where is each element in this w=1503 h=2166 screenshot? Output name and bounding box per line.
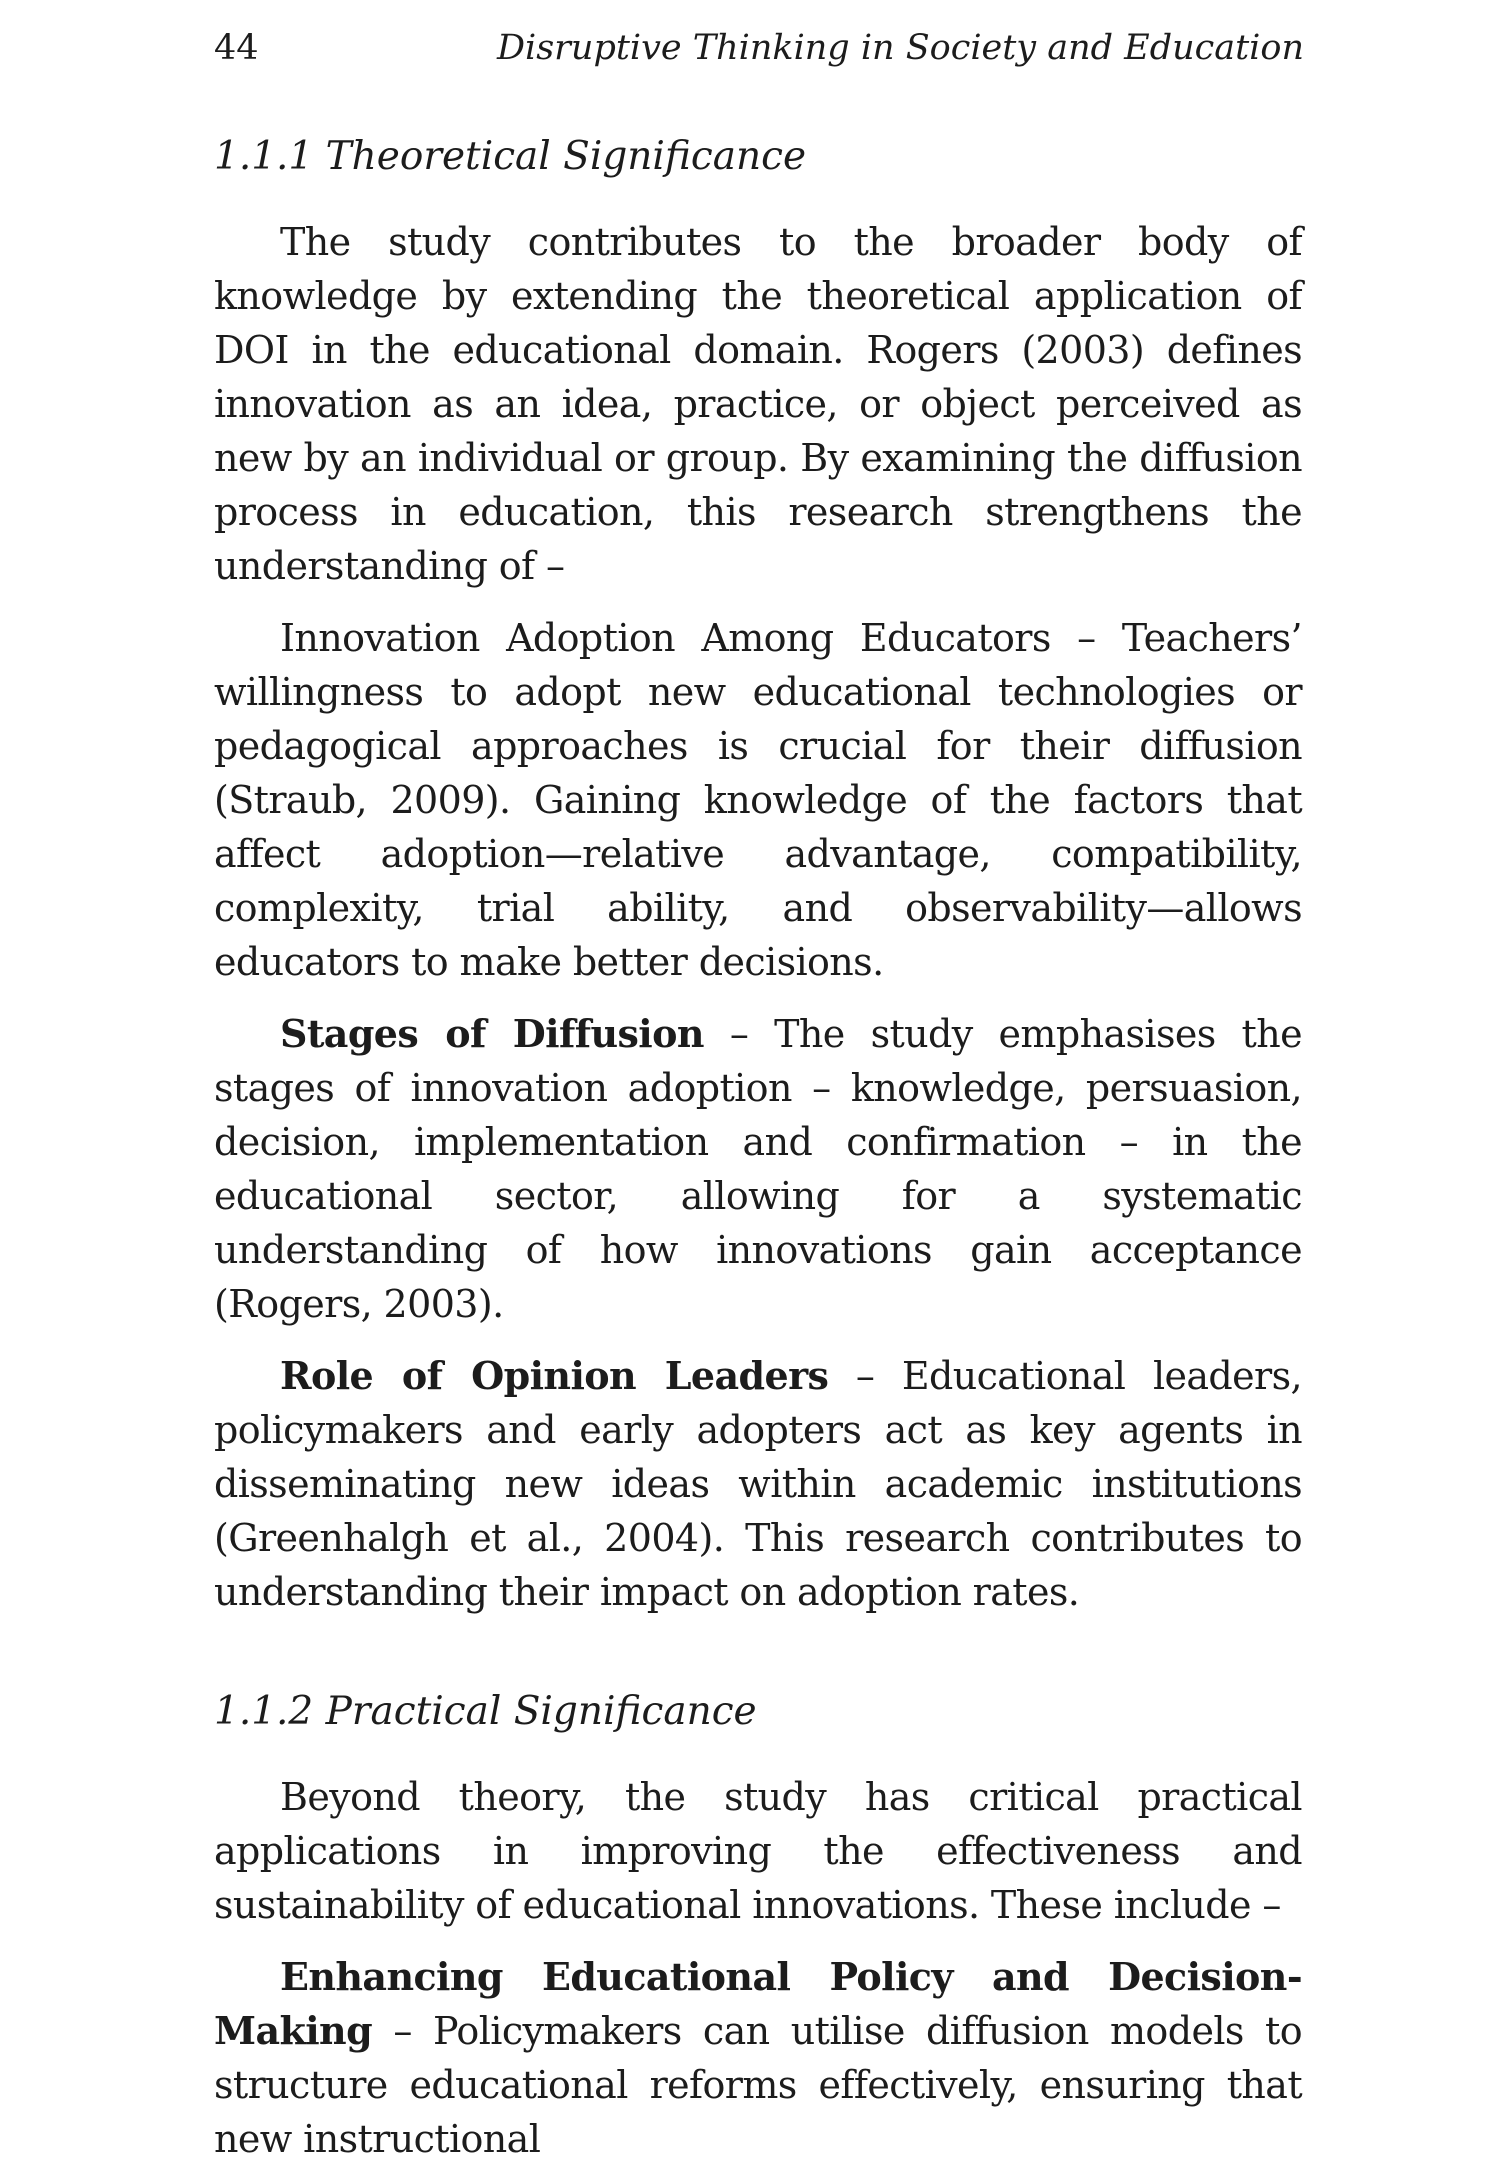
paragraph-body: – Educational leaders, policymakers and early adopters act as key agents in disseminating new ideas within academic institutions (Greenhalgh et al., 2004). This research contributes to understanding their impact on adoption rates.: [214, 1353, 1302, 1614]
paragraph-stages-of-diffusion: [214, 1007, 1302, 1331]
paragraph-lead: Innovation Adoption Among Educators: [280, 615, 1051, 660]
paragraph-opinion-leaders: [214, 1349, 1302, 1619]
paragraph-practical-intro: Beyond theory, the study has critical practical applications in improving the effectiveness and sustainability of educational innovations. These include –: [214, 1774, 1302, 1927]
paragraph-educational-policy: [214, 1950, 1302, 2166]
book-page: [214, 20, 1302, 2166]
paragraph-theoretical-intro: The study contributes to the broader body of knowledge by extending the theoretical application of DOI in the educational domain. Rogers (2003) defines innovation as an idea, practice, or object perceived as new by an individual or group. By examining the diffusion process in education, this research strengthens the understanding of –: [214, 219, 1302, 588]
paragraph-lead: Role of Opinion Leaders: [280, 1352, 829, 1398]
running-header: [214, 20, 1302, 80]
section-heading-theoretical: 1.1.1 Theoretical Significance: [214, 134, 807, 179]
section-heading-practical: 1.1.2 Practical Significance: [214, 1688, 757, 1734]
paragraph-innovation-adoption: [214, 611, 1302, 989]
paragraph-lead: Stages of Diffusion: [280, 1010, 704, 1056]
page-number: 44: [214, 28, 259, 68]
paragraph-lead: Enhancing Educational Policy and Decision-Making: [214, 1953, 1302, 2053]
book-title: Disruptive Thinking in Society and Education: [496, 28, 1304, 68]
paragraph-body: – The study emphasises the stages of innovation adoption – knowledge, persuasion, decision, implementation and confirmation – in the educational sector, allowing for a systematic understanding of how innovations gain acceptance (Rogers, 2003).: [214, 1011, 1302, 1326]
paragraph-body: – Policymakers can utilise diffusion models to structure educational reforms effectively, ensuring that new instructional: [214, 2008, 1302, 2161]
paragraph-body: – Teachers’ willingness to adopt new educational technologies or pedagogical approaches is crucial for their diffusion (Straub, 2009). Gaining knowledge of the factors that affect adoption—relative advantage, compatibility, complexity, trial ability, and observability—allows educators to make better decisions.: [214, 615, 1302, 984]
